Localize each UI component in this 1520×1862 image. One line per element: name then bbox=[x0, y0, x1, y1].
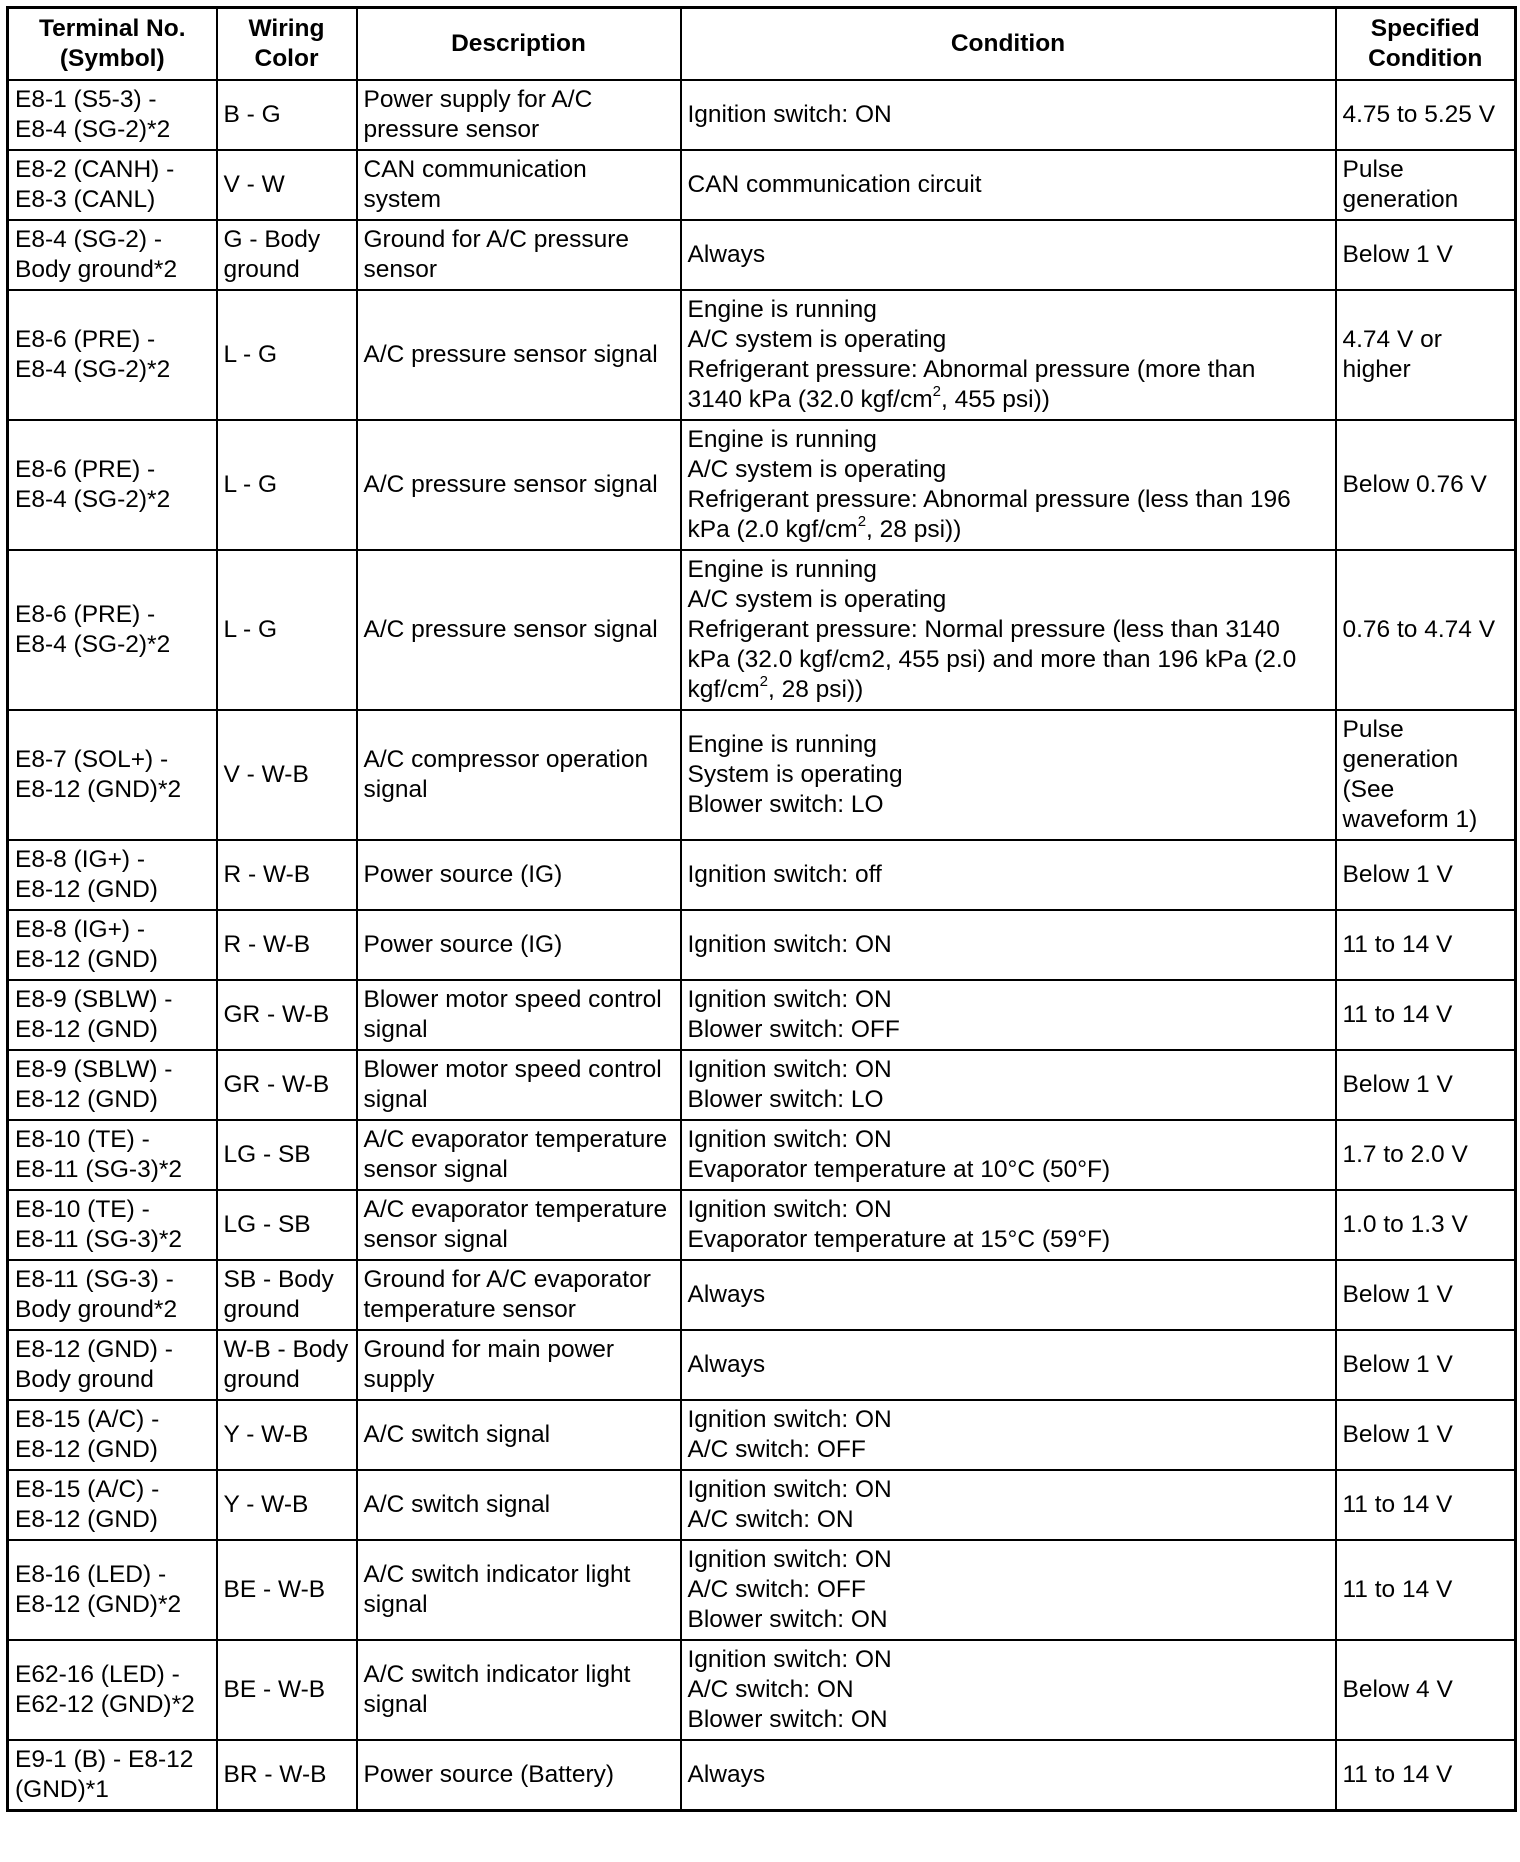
description-cell: Blower motor speed control signal bbox=[357, 1050, 681, 1120]
terminal-cell: E8-1 (S5-3) - E8-4 (SG-2)*2 bbox=[8, 80, 217, 150]
wiring-color-cell: B - G bbox=[217, 80, 357, 150]
description-cell: A/C switch signal bbox=[357, 1400, 681, 1470]
table-row bbox=[8, 1640, 1516, 1740]
terminal-cell: E62-16 (LED) - E62-12 (GND)*2 bbox=[8, 1640, 217, 1740]
specified-condition-cell: 11 to 14 V bbox=[1336, 980, 1516, 1050]
table-row bbox=[8, 1190, 1516, 1260]
specified-condition-cell: 11 to 14 V bbox=[1336, 910, 1516, 980]
table-row bbox=[8, 910, 1516, 980]
specified-condition-cell: Below 1 V bbox=[1336, 1260, 1516, 1330]
wiring-color-cell: W-B - Body ground bbox=[217, 1330, 357, 1400]
specified-condition-cell: Below 1 V bbox=[1336, 840, 1516, 910]
specified-condition-cell: 1.7 to 2.0 V bbox=[1336, 1120, 1516, 1190]
table-row bbox=[8, 1400, 1516, 1470]
description-cell: A/C switch indicator light signal bbox=[357, 1640, 681, 1740]
table-row bbox=[8, 1260, 1516, 1330]
description-cell: Power source (Battery) bbox=[357, 1740, 681, 1811]
condition-cell: Engine is running A/C system is operating Refrigerant pressure: Abnormal pressure (more than 3140 kPa (32.0 kgf/$cm^2$, 455 psi)) bbox=[681, 290, 1336, 420]
terminal-cell: E8-15 (A/C) - E8-12 (GND) bbox=[8, 1400, 217, 1470]
condition-cell: Engine is running A/C system is operating Refrigerant pressure: Normal pressure (less than 3140 kPa (32.0 kgf/cm2, 455 psi) and more than 196 kPa (2.0 kgf/$cm^2$, 28 psi)) bbox=[681, 550, 1336, 710]
condition-cell: Ignition switch: ON Evaporator temperature at 10°C (50°F) bbox=[681, 1120, 1336, 1190]
terminal-cell: E8-9 (SBLW) - E8-12 (GND) bbox=[8, 1050, 217, 1120]
description-cell: A/C pressure sensor signal bbox=[357, 420, 681, 550]
specified-condition-cell: 11 to 14 V bbox=[1336, 1740, 1516, 1811]
header-terminal: Terminal No. (Symbol) bbox=[8, 8, 217, 81]
table-row bbox=[8, 840, 1516, 910]
description-cell: A/C pressure sensor signal bbox=[357, 550, 681, 710]
terminal-cell: E8-4 (SG-2) - Body ground*2 bbox=[8, 220, 217, 290]
terminal-spec-document bbox=[6, 6, 1517, 1812]
table-row bbox=[8, 1540, 1516, 1640]
table-row bbox=[8, 290, 1516, 420]
table-row bbox=[8, 550, 1516, 710]
table-row bbox=[8, 1470, 1516, 1540]
wiring-color-cell: V - W-B bbox=[217, 710, 357, 840]
wiring-color-cell: Y - W-B bbox=[217, 1470, 357, 1540]
terminal-cell: E8-6 (PRE) - E8-4 (SG-2)*2 bbox=[8, 420, 217, 550]
table-row bbox=[8, 80, 1516, 150]
condition-cell: Ignition switch: ON A/C switch: OFF bbox=[681, 1400, 1336, 1470]
table-row bbox=[8, 1330, 1516, 1400]
terminal-cell: E8-10 (TE) - E8-11 (SG-3)*2 bbox=[8, 1190, 217, 1260]
condition-cell: Always bbox=[681, 1260, 1336, 1330]
table-row bbox=[8, 980, 1516, 1050]
wiring-color-cell: L - G bbox=[217, 290, 357, 420]
terminal-cell: E8-8 (IG+) - E8-12 (GND) bbox=[8, 840, 217, 910]
specified-condition-cell: Below 1 V bbox=[1336, 220, 1516, 290]
description-cell: A/C evaporator temperature sensor signal bbox=[357, 1190, 681, 1260]
table-row bbox=[8, 1050, 1516, 1120]
terminal-cell: E8-16 (LED) - E8-12 (GND)*2 bbox=[8, 1540, 217, 1640]
condition-cell: Always bbox=[681, 1740, 1336, 1811]
condition-cell: Always bbox=[681, 1330, 1336, 1400]
description-cell: A/C switch signal bbox=[357, 1470, 681, 1540]
table-row bbox=[8, 1120, 1516, 1190]
header-specified-condition: Specified Condition bbox=[1336, 8, 1516, 81]
terminal-cell: E8-9 (SBLW) - E8-12 (GND) bbox=[8, 980, 217, 1050]
header-condition: Condition bbox=[681, 8, 1336, 81]
wiring-color-cell: G - Body ground bbox=[217, 220, 357, 290]
description-cell: Ground for A/C pressure sensor bbox=[357, 220, 681, 290]
description-cell: A/C pressure sensor signal bbox=[357, 290, 681, 420]
wiring-color-cell: BR - W-B bbox=[217, 1740, 357, 1811]
condition-cell: Ignition switch: ON bbox=[681, 80, 1336, 150]
specified-condition-cell: 4.75 to 5.25 V bbox=[1336, 80, 1516, 150]
description-cell: Power source (IG) bbox=[357, 840, 681, 910]
table-row bbox=[8, 150, 1516, 220]
terminal-cell: E8-12 (GND) - Body ground bbox=[8, 1330, 217, 1400]
description-cell: A/C switch indicator light signal bbox=[357, 1540, 681, 1640]
terminal-cell: E8-7 (SOL+) - E8-12 (GND)*2 bbox=[8, 710, 217, 840]
specified-condition-cell: Below 1 V bbox=[1336, 1330, 1516, 1400]
description-cell: Ground for main power supply bbox=[357, 1330, 681, 1400]
specified-condition-cell: 4.74 V or higher bbox=[1336, 290, 1516, 420]
condition-cell: Ignition switch: ON A/C switch: ON Blower switch: ON bbox=[681, 1640, 1336, 1740]
terminal-cell: E8-6 (PRE) - E8-4 (SG-2)*2 bbox=[8, 290, 217, 420]
terminal-cell: E8-15 (A/C) - E8-12 (GND) bbox=[8, 1470, 217, 1540]
description-cell: Blower motor speed control signal bbox=[357, 980, 681, 1050]
condition-cell: Ignition switch: ON Blower switch: LO bbox=[681, 1050, 1336, 1120]
wiring-color-cell: L - G bbox=[217, 420, 357, 550]
table-row bbox=[8, 220, 1516, 290]
header-row bbox=[8, 8, 1516, 81]
condition-cell: Always bbox=[681, 220, 1336, 290]
terminal-cell: E8-6 (PRE) - E8-4 (SG-2)*2 bbox=[8, 550, 217, 710]
condition-cell: Ignition switch: ON A/C switch: OFF Blower switch: ON bbox=[681, 1540, 1336, 1640]
terminal-cell: E8-11 (SG-3) - Body ground*2 bbox=[8, 1260, 217, 1330]
terminal-spec-table bbox=[6, 6, 1517, 1812]
description-cell: A/C evaporator temperature sensor signal bbox=[357, 1120, 681, 1190]
description-cell: Ground for A/C evaporator temperature sensor bbox=[357, 1260, 681, 1330]
header-wiring-color: Wiring Color bbox=[217, 8, 357, 81]
terminal-cell: E8-2 (CANH) - E8-3 (CANL) bbox=[8, 150, 217, 220]
wiring-color-cell: GR - W-B bbox=[217, 980, 357, 1050]
condition-cell: Engine is running A/C system is operating Refrigerant pressure: Abnormal pressure (less than 196 kPa (2.0 kgf/$cm^2$, 28 psi)) bbox=[681, 420, 1336, 550]
terminal-cell: E8-8 (IG+) - E8-12 (GND) bbox=[8, 910, 217, 980]
condition-cell: Ignition switch: ON Evaporator temperature at 15°C (59°F) bbox=[681, 1190, 1336, 1260]
table-body bbox=[8, 80, 1516, 1811]
description-cell: Power source (IG) bbox=[357, 910, 681, 980]
wiring-color-cell: R - W-B bbox=[217, 840, 357, 910]
condition-cell: CAN communication circuit bbox=[681, 150, 1336, 220]
terminal-cell: E9-1 (B) - E8-12 (GND)*1 bbox=[8, 1740, 217, 1811]
specified-condition-cell: Below 1 V bbox=[1336, 1050, 1516, 1120]
description-cell: CAN communication system bbox=[357, 150, 681, 220]
condition-cell: Ignition switch: off bbox=[681, 840, 1336, 910]
terminal-cell: E8-10 (TE) - E8-11 (SG-3)*2 bbox=[8, 1120, 217, 1190]
specified-condition-cell: Below 4 V bbox=[1336, 1640, 1516, 1740]
wiring-color-cell: Y - W-B bbox=[217, 1400, 357, 1470]
wiring-color-cell: BE - W-B bbox=[217, 1540, 357, 1640]
specified-condition-cell: Pulse generation (See waveform 1) bbox=[1336, 710, 1516, 840]
wiring-color-cell: R - W-B bbox=[217, 910, 357, 980]
specified-condition-cell: 0.76 to 4.74 V bbox=[1336, 550, 1516, 710]
specified-condition-cell: 11 to 14 V bbox=[1336, 1470, 1516, 1540]
table-row bbox=[8, 710, 1516, 840]
specified-condition-cell: Below 1 V bbox=[1336, 1400, 1516, 1470]
table-row bbox=[8, 420, 1516, 550]
condition-cell: Ignition switch: ON A/C switch: ON bbox=[681, 1470, 1336, 1540]
description-cell: A/C compressor operation signal bbox=[357, 710, 681, 840]
wiring-color-cell: L - G bbox=[217, 550, 357, 710]
table-row bbox=[8, 1740, 1516, 1811]
wiring-color-cell: LG - SB bbox=[217, 1120, 357, 1190]
wiring-color-cell: GR - W-B bbox=[217, 1050, 357, 1120]
condition-cell: Engine is running System is operating Blower switch: LO bbox=[681, 710, 1336, 840]
header-description: Description bbox=[357, 8, 681, 81]
wiring-color-cell: SB - Body ground bbox=[217, 1260, 357, 1330]
wiring-color-cell: BE - W-B bbox=[217, 1640, 357, 1740]
condition-cell: Ignition switch: ON Blower switch: OFF bbox=[681, 980, 1336, 1050]
description-cell: Power supply for A/C pressure sensor bbox=[357, 80, 681, 150]
specified-condition-cell: Below 0.76 V bbox=[1336, 420, 1516, 550]
condition-cell: Ignition switch: ON bbox=[681, 910, 1336, 980]
wiring-color-cell: LG - SB bbox=[217, 1190, 357, 1260]
specified-condition-cell: Pulse generation bbox=[1336, 150, 1516, 220]
specified-condition-cell: 11 to 14 V bbox=[1336, 1540, 1516, 1640]
wiring-color-cell: V - W bbox=[217, 150, 357, 220]
specified-condition-cell: 1.0 to 1.3 V bbox=[1336, 1190, 1516, 1260]
